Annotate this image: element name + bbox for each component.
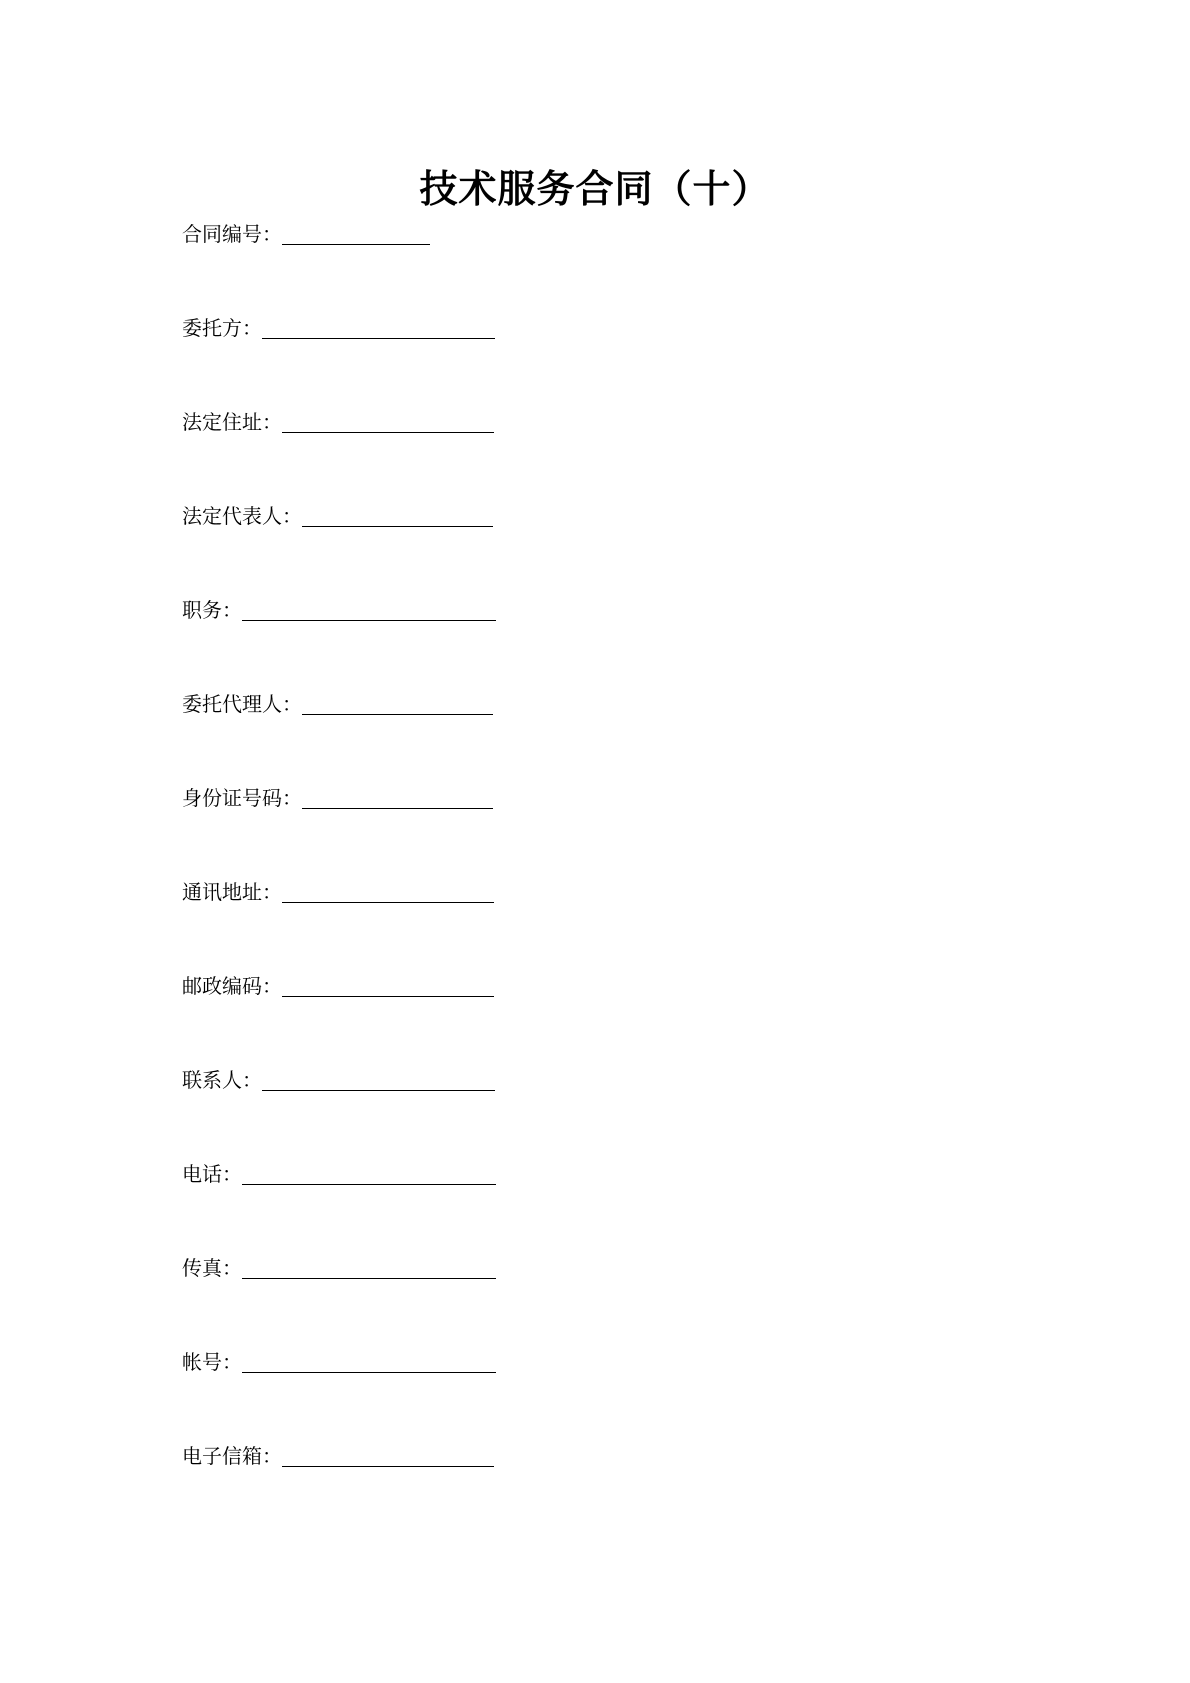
field-label: 法定住址： [182, 410, 282, 434]
field-label: 法定代表人： [182, 504, 302, 528]
field-authorized-agent [182, 688, 493, 718]
field-contract-number [182, 218, 430, 248]
field-contact-person [182, 1064, 495, 1094]
field-label: 帐号： [182, 1350, 242, 1374]
field-mailing-address [182, 876, 494, 906]
field-label: 电话： [182, 1162, 242, 1186]
field-label: 委托方： [182, 316, 262, 340]
field-label: 联系人： [182, 1068, 262, 1092]
field-phone [182, 1158, 496, 1188]
blank-line[interactable] [282, 1466, 494, 1467]
field-id-number [182, 782, 493, 812]
blank-line[interactable] [262, 338, 495, 339]
field-label: 电子信箱： [182, 1444, 282, 1468]
field-label: 邮政编码： [182, 974, 282, 998]
blank-line[interactable] [282, 996, 494, 997]
page-title: 技术服务合同（十） [419, 166, 771, 211]
blank-line[interactable] [302, 808, 493, 809]
blank-line[interactable] [242, 1372, 496, 1373]
blank-line[interactable] [302, 714, 493, 715]
field-fax [182, 1252, 496, 1282]
field-postal-code [182, 970, 494, 1000]
field-email [182, 1440, 494, 1470]
field-client [182, 312, 495, 342]
blank-line[interactable] [282, 244, 430, 245]
blank-line[interactable] [242, 1184, 496, 1185]
field-label: 通讯地址： [182, 880, 282, 904]
field-account [182, 1346, 496, 1376]
field-label: 传真： [182, 1256, 242, 1280]
field-legal-address [182, 406, 494, 436]
blank-line[interactable] [242, 1278, 496, 1279]
blank-line[interactable] [242, 620, 496, 621]
blank-line[interactable] [262, 1090, 495, 1091]
field-label: 委托代理人： [182, 692, 302, 716]
field-position [182, 594, 496, 624]
field-label: 职务： [182, 598, 242, 622]
blank-line[interactable] [302, 526, 493, 527]
field-legal-representative [182, 500, 493, 530]
blank-line[interactable] [282, 432, 494, 433]
field-label: 身份证号码： [182, 786, 302, 810]
field-label: 合同编号： [182, 222, 282, 246]
blank-line[interactable] [282, 902, 494, 903]
